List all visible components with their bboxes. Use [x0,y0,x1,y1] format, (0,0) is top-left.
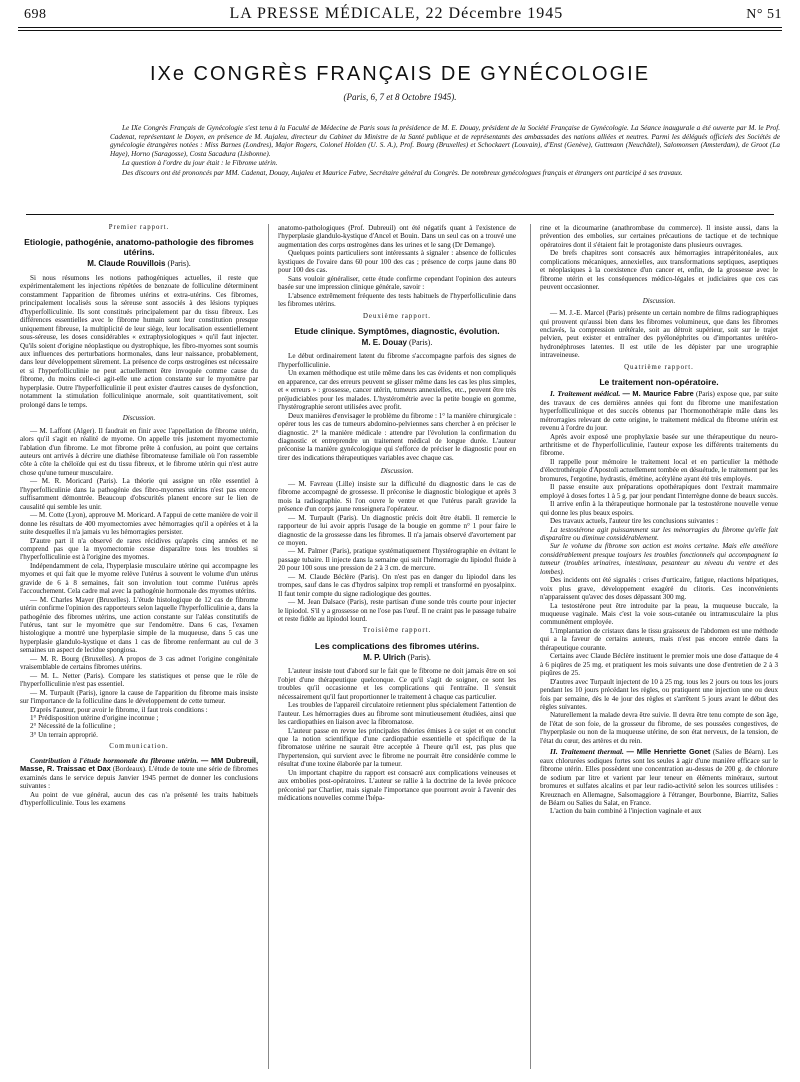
continuation-paragraph: anatomo-pathologiques (Prof. Dubreuil) ont été négatifs quant à l'existence de l'hyperplasie glandulo-kystique d'Ancel et Bouin. Dans un seul cas on a trouvé une augmentation des corps œstrogènes dans les urines et le sang (Dr Demange). [278,224,516,249]
discussion-label: Discussion. [380,467,414,476]
section-paragraph: La testostérone peut être introduite par la peau, la muqueuse buccale, la muqueuse vaginale. Mais c'est la voie sous-cutanée ou intramusculaire la plus communément employée. [540,601,778,627]
author-name: M. P. Ulrich [363,652,406,662]
discussion-paragraph: — M. Favreau (Lille) insiste sur la difficulté du diagnostic dans le cas de fibrome accompagné de grossesse. Il préconise le diagnostic biologique et après 3 mois la radiographie. Si l'on ouvre le ventre et que l'utérus paraît gravide la présence d'un corps jaune renseignera l'opérateur. [278,479,516,514]
intro-paragraph: Des discours ont été prononcés par MM. Cadenat, Douay, Aujaleu et Maurice Fabre, Secrétaire général du Congrès. De nombreux gynécologues français et étrangers ont participé à ses travaux. [122,168,683,177]
communication-label: Communication. [109,743,169,751]
page-header [24,5,782,23]
report-author [278,339,516,347]
report-title: Etiologie, pathogénie, anatomo-pathologie des fibromes utérins. [24,237,254,258]
communication-paragraph: Au point de vue général, aucun des cas n'a présenté les traits habituels d'hyperfolliculinie. Tous les examens [20,790,258,808]
italic-conclusion: La testostérone agit puissamment sur les ménorragies du fibrome qu'elle fait disparaître ou diminue considérablement. [540,525,778,542]
intro-paragraph: La question à l'ordre du jour était : le Fibrome utérin. [122,159,278,168]
report-paragraph: L'auteur insiste tout d'abord sur le fait que le fibrome ne doit jamais être en soi l'objet d'une thérapeutique quelconque. Ce qu'il s'agit de soigner, ce sont les troubles qu'il occasionne et les complications qui l'entraîne. Il s'ensuit nécessairement qu'il faut proportionner le traitement à chaque cas particulier. [278,667,516,701]
section-paragraph: Des travaux actuels, l'auteur tire les conclusions suivantes : [550,517,719,526]
discussion-paragraph: — M. Laffont (Alger). Il faudrait en finir avec l'appellation de fibrome utérin, alors qu'il s'agit en réalité de myome. On appelle très justement myomectomie l'ablation d'un fibrome. Le mot fibrome prête à confusion, au point que certains auteurs ont arrivés à décrire une diathèse fibromateuse familiale où l'on rassemble côte à côte la chéloïde qui est du tissu fibreux, et le fibrome utérin qui n'est autre chose qu'une tumeur musculaire. [20,426,258,477]
section-paragraph: Il passe ensuite aux préparations opothérapiques dont l'extrait mammaire employé à doses fortes 1 à 5 g. par jour pendant l'interrègne donne de beaux succès. [540,483,778,500]
author-city: (Paris). [407,652,431,662]
author-city: (Paris). [167,259,191,269]
discussion-label: Discussion. [642,296,676,305]
column-divider [268,224,269,1069]
report-title: Les complications des fibromes utérins. [314,640,480,651]
discussion-paragraph: — M. Turpault (Paris), ignore la cause de l'apparition du fibrome mais insiste sur l'importance de la folliculine dans le développement de cette tumeur. [20,688,258,706]
section-author: — M. Maurice Fabre [622,389,694,399]
section-text: (Paris) expose que, par suite des travaux de ces dernières années qui font du fibrome une manifestation hyperfolliculinique et des succès obtenus par l'hormonothérapie mâle dans les métrorragies relevant de cette origine, le traitement médical du fibrome utérin est revenu à l'ordre du jour. [540,390,778,433]
discussion-paragraph: — M. Jean Dalsace (Paris), reste partisan d'une sonde très courte pour injecter le lipiodol. S'il y a grossesse on ne l'ose pas l'œuf. Il ne craint pas le passage tubaire et reste fidèle au lipiodol lourd. [278,598,516,624]
discussion-paragraph: — M. R. Bourg (Bruxelles). A propos de 3 cas admet l'origine congénitale vraisemblable de certains fibromes utérins. [20,654,258,672]
section-title: II. Traitement thermal. [550,747,624,757]
conditions-list [20,714,258,739]
report-author [278,654,516,662]
continuation-paragraph: Sans vouloir généraliser, cette étude confirme cependant l'opinion des auteurs basée sur une impression clinique générale, savoir : [278,274,516,292]
continuation-paragraph: Quelques points particuliers sont intéressants à signaler : absence de follicules kystiques de l'ovaire dans 60 pour 100 des cas ; présence de corps jaune dans 80 pour 100 des cas. [278,249,516,275]
report-label: Troisième rapport. [362,627,432,635]
author-name: M. E. Douay [361,337,407,347]
header-rule-2 [18,30,782,31]
report-label: Quatrième rapport. [624,363,694,371]
condition-item: 3° Un terrain approprié. [30,730,98,739]
section-author: — Mlle Henriette Gonet [626,747,711,757]
discussion-paragraph: D'après l'auteur, pour avoir le fibrome, il faut trois conditions : [30,705,208,714]
issue-number: N° 51 [746,7,782,22]
communication-text: (Bordeaux). L'étude de toute une série de fibromes examinés dans le service depuis Janvier 1945 permet de donner les conclusions suivantes : [20,765,258,791]
discussion-paragraph: — M. J.-E. Marcel (Paris) présente un certain nombre de films radiographiques qui prouvent qu'aussi bien dans les fibromes volumineux, que dans les fibromes enclavés, la compression urétérale, soit au détroit supérieur, soit sur le trajet pelvien, peut exister et entraîner des pyélonéphrites ou d'importantes urétéro-hydronéphroses latentes. Il est utile de les dépister par une urographie intraveineuse. [540,309,778,360]
section-paragraph: Naturellement la malade devra être suivie. Il devra être tenu compte de son âge, de l'état de son foie, de la grosseur du fibrome, de ses poussées congestives, de l'hyperplasie ou non de la muqueuse utérine, de son état nerveux, de la tension, de l'état du cœur, des artères et du rein. [540,711,778,745]
section-paragraph: Après avoir exposé une prophylaxie basée sur une thérapeutique du neuro-arthritisme et de l'hyperfolliculinie, l'auteur expose les différents traitements du fibrome. [540,432,778,458]
section-paragraph: Il rappelle pour mémoire le traitement local et en particulier la méthode d'électrothérapie d'Apostoli actuellement tombée en désuétude, le traitement par les bromures, l'ergotine, hydrastis, émétine, acétylène ayant été très employés. [540,457,778,483]
column-divider [530,224,531,1069]
continuation-paragraph: De brefs chapitres sont consacrés aux hémorragies intrapéritonéales, aux complications mécaniques, annexielles, aux transformations septiques, aseptiques et néoplasiques à la coexistence d'un cancer et, enfin, de la grossesse avec le fibrome utérin et les conséquences médico-légales et judiciaires que ces cas peuvent occasionner. [540,249,778,292]
intro-paragraph: Le IXe Congrès Français de Gynécologie s'est tenu à la Faculté de Médecine de Paris sous la présidence de M. E. Douay, président de la Société Française de Gynécologie. La Séance inaugurale a été ouverte par M. le Prof. Cadenat, représentant le Doyen, en présence de M. Aujaleu, directeur du Cabinet du Ministre de la Santé publique et de représentants des ambassades des nations alliées et neutres. Parmi les délégués officiels des Sociétés de gynécologie étrangères notées : Miss Barnes (Londres), Major Rogers, Colonel Holden (U. S. A.), Prof. Bourg (Bruxelles) et Schockaert (Louvain), d'Enst (Genève), Guttmann (Neuchâtel), Salomonsen (Amsterdam), de Groot (La Haye), Horno (Saragosse), Costa Sacadura (Lisbonne). [110,124,780,158]
continuation-paragraph: rine et la dicoumarine (anathrombase du commerce). Il insiste aussi, dans la prévention des embolies, sur certaines précautions de tactique et de technique opératoires dont il s'étaient fait le protagoniste dans plusieurs ouvrages. [540,224,778,249]
author-city: (Paris). [409,337,433,347]
section-heading [540,748,778,807]
discussion-paragraph: — M. L. Netter (Paris). Compare les statistiques et pense que le rôle de l'hyperfolliculinie n'est pas essentiel. [20,671,258,689]
condition-item: 2° Nécessité de la folliculine ; [30,722,116,731]
report-paragraph: Un examen méthodique est utile même dans les cas évidents et non compliqués en apparence, car des erreurs peuvent se glisser même dans les cas les plus simples, et « erreurs » : grossesse, cancer utérin, tumeurs annexielles, etc., peuvent être très préjudiciables pour les malades. L'hystérométrie avec la petite bougie en gomme, l'hystérographie seront utilisées avec profit. [278,369,516,412]
discussion-paragraph: — M. Palmer (Paris), pratique systématiquement l'hystérographie en évitant le passage tubaire. Il injecte dans la semaine qui suit l'hémorragie du lipiodol fluide à 20 pour 100 sous une pression de 2 à 3 cm. de mercure. [278,547,516,573]
discussion-paragraph: D'autre part il n'a observé de rares récidives qu'après cinq années et ne comprend pas que la myomectomie cesse disparaître tous les troubles si l'hyperfolliculinie est à l'origine des myomes. [20,536,258,562]
condition-item: 1° Prédisposition utérine d'origine inconnue ; [30,714,159,723]
section-title: I. Traitement médical. [550,389,621,399]
congress-subtitle: (Paris, 6, 7 et 8 Octobre 1945). [343,92,457,102]
column-2 [278,224,516,803]
communication-authors: — MM Dubreuil, Masse, R. Traissac et Dax [20,755,259,774]
section-paragraph: D'autres avec Turpault injectent de 10 à 25 mg. tous les 2 jours ou tous les jours pendant les 10 jours précédant les règles, ou pratiquent une injection une ou deux fois par semaine, dès le 4e jour des règles et s'arrêtent 5 jours avant le début des règles suivantes. [540,677,778,712]
italic-conclusion: Sur le volume du fibrome son action est moins certaine. Mais elle améliore considérablement presque toujours les troubles fonctionnels qui accompagnent la tumeur (troubles urinaires, intestinaux, pesanteur au niveau du ventre et des lombes). [540,542,778,576]
report-title: Le traitement non-opératoire. [599,377,719,388]
report-label: Deuxième rapport. [363,312,431,320]
discussion-paragraph: — M. Cotte (Lyon), approuve M. Moricard. A l'appui de cette manière de voir il donne les résultats de 400 myomectomies avec hémorragies qu'il a opérées et à la suite desquelles il n'a jamais vu les hémorragies persister. [20,511,258,537]
discussion-paragraph: — M. Claude Béclère (Paris). On n'est pas en danger du lipiodol dans les trompes, sauf dans le cas d'hydros salpinx trop rempli et transformé en pyosalpinx. Il faut tenir compte du signe radiologique des gouttes. [278,572,516,598]
report-paragraph: Deux manières d'envisager le problème du fibrome : 1° la manière chirurgicale : opérer tous les cas de tumeurs abdomino-pelviennes sans chercher à en préciser le diagnostic. 2° la manière médicale : attendre par l'évolution la confirmation du diagnostic et entreprendre un traitement médical de longue durée. L'auteur préconise la manière gynécologique qui s'efforce de préciser le diagnostic pour en tirer des indications thérapeutiques variables avec chaque cas. [278,411,516,462]
discussion-paragraph: Indépendamment de cela, l'hyperplasie musculaire utérine qui accompagne les myomes et qui fait que le myome relève l'utérus à souvent le volume d'un utérus gravide de 6 à 8 semaines, fait son involution tout comme l'utérus après l'accouchement. Cela cadre mal avec la pathogénie hormonale des myomes utérins. [20,561,258,596]
journal-title: LA PRESSE MÉDICALE, 22 Décembre 1945 [229,5,564,22]
section-paragraph: L'implantation de cristaux dans le tissu graisseux de l'abdomen est une méthode qui a la faveur de certains auteurs, mais n'est pas encore entrée dans la thérapeutique courante. [540,626,778,652]
header-rule [18,27,782,28]
report-paragraph: Un important chapitre du rapport est consacré aux complications veineuses et aux embolies post-opératoires. L'auteur se rallie à la doctrine de la levée précoce préconisé par Charlier, mais signale l'importance que pourront avoir à l'avenir des médications nouvelles comme l'hépa- [278,768,516,803]
communication-heading [20,757,258,791]
section-paragraph: Des incidents ont été signalés : crises d'urticaire, fatigue, réactions hépatiques, voix plus grave, développement exagéré du clitoris. Ces inconvénients n'apparaissent qu'avec des doses dépassant 300 mg. [540,576,778,602]
report-paragraph: L'auteur passe en revue les principales théories émises à ce sujet et en conclut que la notion scientifique d'une cardiopathie essentielle et spécifique de la fibromatose utérine ne saurait être acceptée à l'heure qu'il est, pas plus que l'hypertension, qui survient avec le fibrome ne pourrait être considérée comme le résultat d'une toxine élaborée par la tumeur. [278,726,516,769]
report-title: Etude clinique. Symptômes, diagnostic, évolution. [294,325,500,336]
section-paragraph: L'action du bain combiné à l'injection vaginale et aux [550,807,702,816]
column-1 [20,224,258,808]
discussion-paragraph: — M. Charles Mayer (Bruxelles). L'étude histologique de 12 cas de fibrome utérin confirme l'opinion des rapporteurs selon laquelle l'hyperfolliculinie a, dans la pathogénie des fibromes utérins, une action constante sur l'aléas constitutifs de l'utérus, tant sur le myomètre que sur l'endomètre. Dans 6 cas, l'examen histologique a montré une hyperplasie simple de la muqueuse, dans 5 cas une hyperplasie glandulo-kystique et dans 1 cas de fibrome renfermant au cul de 3 semaines un aspect de lecidue spongiosa. [20,595,258,655]
section-paragraph: Il arrive enfin à la thérapeutique hormonale par la testostérone nouvelle venue qui donne les plus beaux espoirs. [540,500,778,517]
continuation-paragraph: L'absence extrêmement fréquente des tests habituels de l'hyperfolliculinie dans les fibromes utérins. [278,291,516,309]
section-heading [540,390,778,432]
report-paragraph: Les troubles de l'appareil circulatoire retiennent plus spécialement l'attention de l'auteur. Les hémorragies dues au fibrome sont minutieusement étudiées, ainsi que les cardiopathies en liaison avec la fibromatose. [278,701,516,727]
column-3 [540,224,778,816]
congress-title: IXe CONGRÈS FRANÇAIS DE GYNÉCOLOGIE [149,63,651,85]
report-paragraph: Le début ordinairement latent du fibrome s'accompagne parfois des signes de l'hyperfolliculinie. [278,352,516,369]
communication-title: Contribution à l'étude hormonale du fibrome utérin. [30,755,199,765]
section-text: (Salies de Béarn). Les eaux chlorurées sodiques fortes sont les seules à agir d'une manière efficace sur le fibrome utérin. Elles possèdent une concentration au-dessus de 200 g. de chlorure de sodium par litre et varient par leur teneur en éléments minéraux, surtout bromures et sulfates alcalins et par leur radio-activité selon les sources utilisées : Kreuznach en Allemagne, Salsomaggiore à l'étranger, Bourbonne, Biarritz, Salies de Béarn ou Salies du Salat, en France. [540,748,778,807]
author-name: M. Claude Rouvillois [87,259,166,269]
report-paragraph: Si nous résumons les notions pathogéniques actuelles, il reste que expérimentalement les injections répétées de benzoate de folliculine déterminent constamment l'apparition de fibromes utérins et extra-utérins. Ces fibromes, principalement localisés sous la séreuse sont associés à des lésions typiques d'hyperfolliculinie. Ils sont constitués principalement par du tissu fibreux. Les différences essentielles avec le fibrome humain sont leur constitution presque uniquement fibreuse, la multiplicité de leur siège, leur localisation essentiellement sous-séreuse, les doses considérables « extraphysiologiques » qu'il faut injecter. Qu'ils soient d'origine néoplastique ou dystrophique, les fibro-myomes sont soumis aux influences des perturbations hormonales, dans leur naissance, probablement, dans leur développement sûrement. La présence de corps œstrogènes est nécessaire et si l'hyperfolliculinie ne peut actuellement être invoquée comme cause du fibrome, du moins celle-ci agit-elle une action constante sur le myomètre par hyperplasie. Outre l'hyperfolliculinie il peut exister d'autres causes de dysfonction, notamment la stimulation folliculinique anormale, soit quantitativement, soit prolongé dans le temps. [20,273,258,409]
discussion-paragraph: — M. R. Moricard (Paris). La théorie qui assigne un rôle essentiel à l'hyperfolliculinie dans la pathogénie des fibro-myomes utérins n'est pas encore suffisamment démontrée. Beaucoup d'obscurités planent encore sur le lien de causalité qui semble les unir. [20,477,258,511]
discussion-paragraph: — M. Turpault (Paris). Un diagnostic précis doit être établi. Il remercie le rapporteur de lui avoir appris l'usage de la bougie en gomme n° 1 pour faire le diagnostic de la grossesse dans les fibromes. Il n'a jamais observé d'avortement par ce moyen. [278,513,516,547]
report-label: Premier rapport. [108,224,170,231]
intro-rule [26,214,774,215]
report-author [20,260,258,268]
page-number: 698 [24,7,47,22]
congress-intro [110,124,780,179]
section-paragraph: Certains avec Claude Béclère instituent le premier mois une dose d'attaque de 4 à 6 piqûres de 25 mg. et pratiquent les mois suivants une dose d'entretien de 2 à 3 piqûres de 25. [540,652,778,678]
discussion-label: Discussion. [122,414,156,423]
